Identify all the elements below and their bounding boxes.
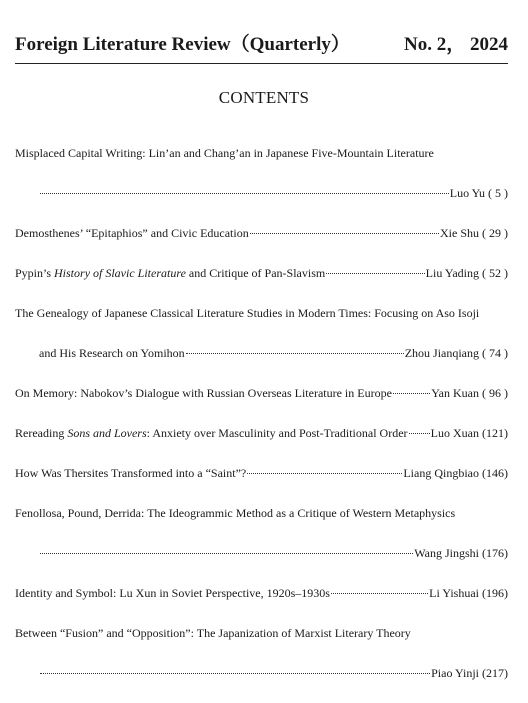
dot-leader — [247, 473, 402, 474]
toc-entry-title — [15, 143, 508, 163]
entry-title: How Was Thersites Transformed into a “Saint”? — [15, 466, 247, 480]
toc-entry-title — [15, 623, 508, 643]
entry-author: Liang Qingbiao (146) — [403, 466, 508, 480]
entry-title-part: Pypin’s — [15, 266, 55, 280]
entry-title: Misplaced Capital Writing: Lin’an and Chang’an in Japanese Five-Mountain Literature — [15, 146, 434, 160]
entry-author: Zhou Jianqiang ( 74 ) — [404, 346, 508, 360]
entry-title: Between “Fusion” and “Opposition”: The Japanization of Marxist Literary Theory — [15, 626, 411, 640]
toc-entry — [15, 383, 508, 403]
entry-author: Piao Yinji (217) — [431, 666, 508, 680]
toc-entry — [15, 223, 508, 243]
dot-leader — [393, 393, 430, 394]
entry-title: Fenollosa, Pound, Derrida: The Ideogrammic Method as a Critique of Western Metaphysics — [15, 506, 456, 520]
toc-entry-title — [15, 503, 508, 523]
toc-entry-leader-line — [39, 343, 508, 363]
entry-title: The Genealogy of Japanese Classical Literature Studies in Modern Times: Focusing on Aso Isoji — [15, 306, 480, 320]
toc-entry — [15, 423, 508, 443]
entry-title-italic: History of Slavic Literature — [54, 266, 186, 280]
dot-leader — [186, 353, 404, 354]
toc-entry — [15, 463, 508, 483]
entry-title: Identity and Symbol: Lu Xun in Soviet Perspective, 1920s–1930s — [15, 586, 330, 600]
entry-author: Xie Shu ( 29 ) — [440, 226, 508, 240]
toc-entry — [15, 263, 508, 283]
entry-author: Yan Kuan ( 96 ) — [431, 386, 508, 400]
dot-leader — [331, 593, 428, 594]
entry-title-part: Rereading — [15, 426, 68, 440]
dot-leader — [326, 273, 424, 274]
entry-title-part: and Critique of Pan-Slavism — [185, 266, 326, 280]
entry-author: Wang Jingshi (176) — [414, 546, 508, 560]
entry-author: Liu Yading ( 52 ) — [425, 266, 508, 280]
entry-author: Luo Xuan (121) — [430, 426, 508, 440]
entry-title-italic: Sons and Lovers — [67, 426, 147, 440]
journal-title: Foreign Literature Review（Quarterly） — [15, 34, 350, 55]
entry-title-part: : Anxiety over Masculinity and Post-Traditional Order — [146, 426, 408, 440]
issue-number: No. 2， 2024 — [404, 34, 508, 55]
entry-title: On Memory: Nabokov’s Dialogue with Russian Overseas Literature in Europe — [15, 386, 392, 400]
toc-entry — [15, 583, 508, 603]
dot-leader — [40, 673, 430, 674]
dot-leader — [40, 553, 413, 554]
dot-leader — [409, 433, 430, 434]
entry-title — [15, 263, 325, 283]
dot-leader — [250, 233, 439, 234]
toc-entry-leader-line — [39, 543, 508, 563]
dot-leader — [40, 193, 449, 194]
toc-entry-title — [15, 303, 508, 323]
entry-title-continued: and His Research on Yomihon — [39, 346, 185, 360]
entry-author: Luo Yu ( 5 ) — [449, 186, 508, 200]
entry-author: Li Yishuai (196) — [429, 586, 508, 600]
entry-title — [15, 423, 408, 443]
entry-title: Demosthenes’ “Epitaphios” and Civic Education — [15, 226, 249, 240]
contents-heading: CONTENTS — [218, 88, 310, 107]
toc-entry-leader-line — [39, 183, 508, 203]
toc-entry-leader-line — [39, 663, 508, 683]
